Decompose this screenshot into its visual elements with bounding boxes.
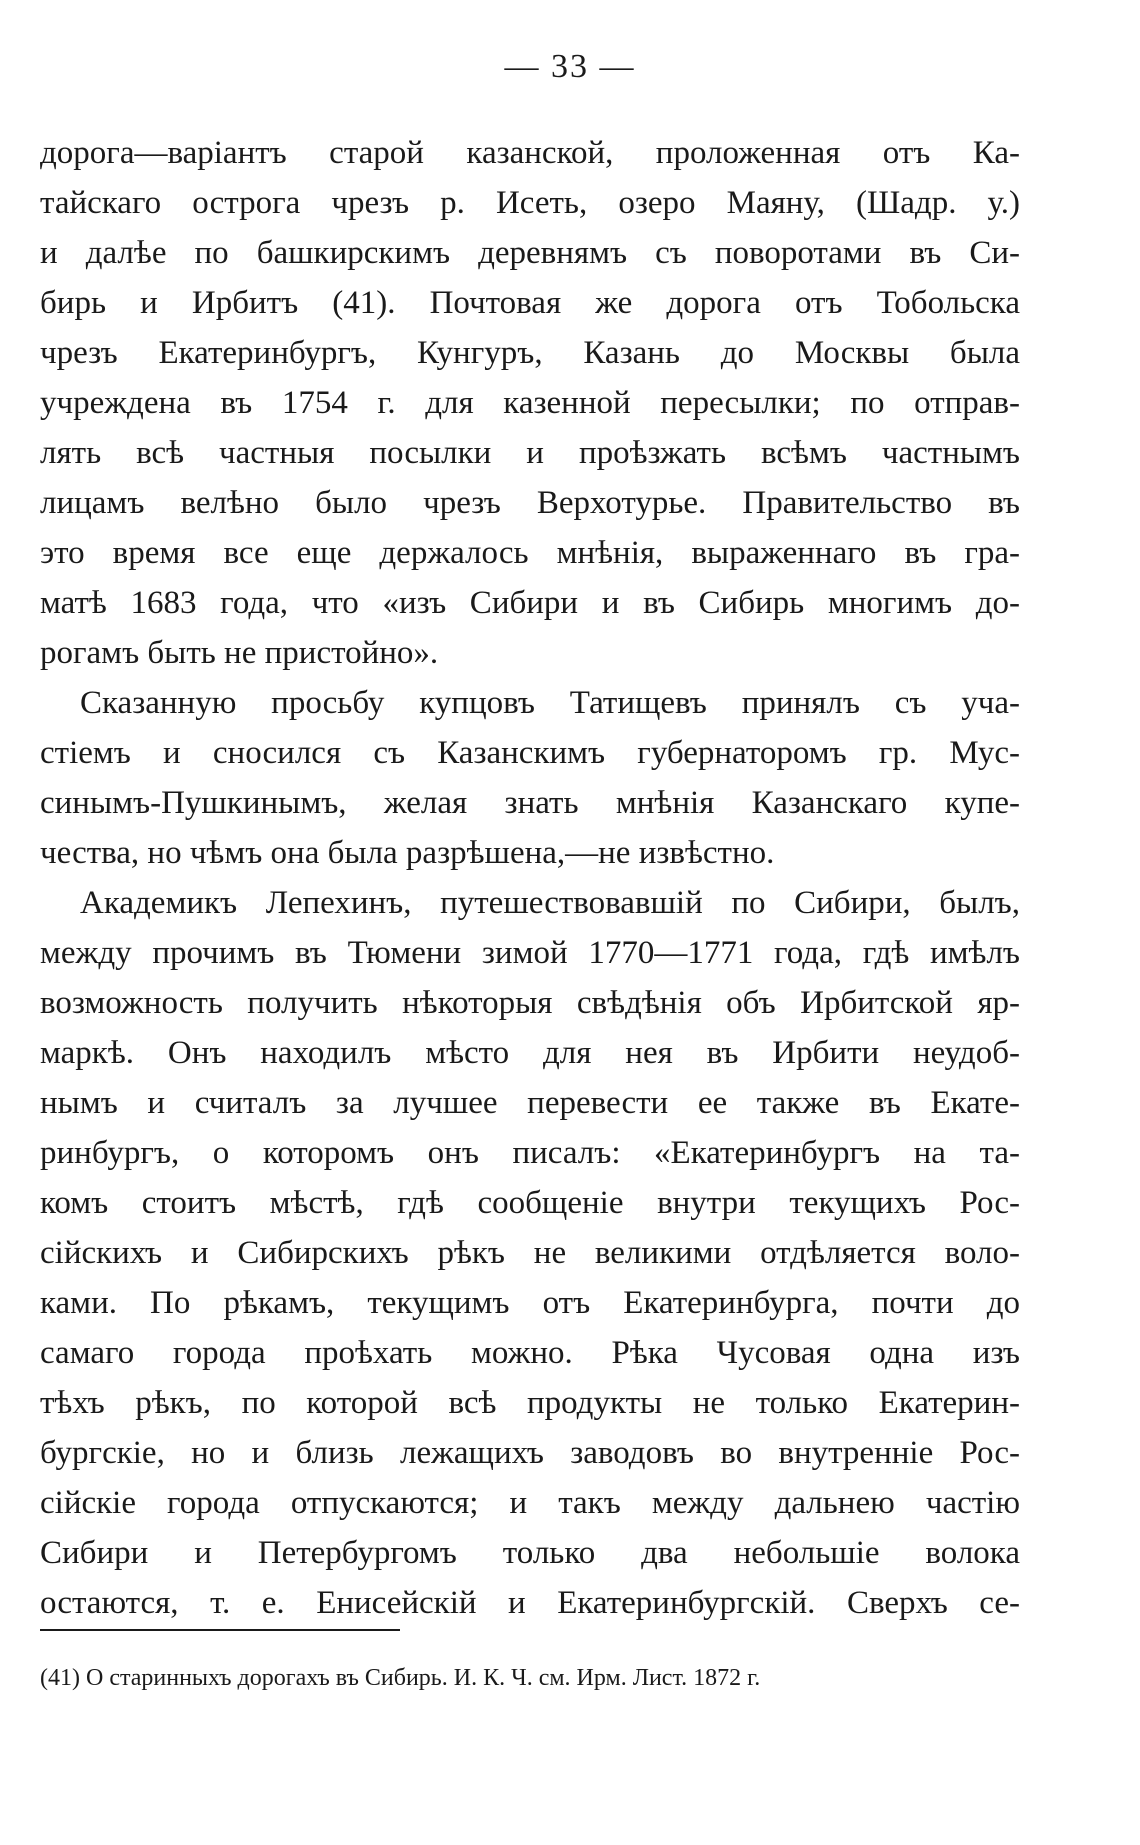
text-line: чества, но чѣмъ она была разрѣшена,—не извѣстно. <box>40 835 775 871</box>
text-line: тѣхъ рѣкъ, по которой всѣ продукты не только Екатерин- <box>40 1385 1020 1421</box>
text-line: лять всѣ частныя посылки и проѣзжать всѣмъ частнымъ <box>40 435 1020 471</box>
text-line: сійскихъ и Сибирскихъ рѣкъ не великими отдѣляется воло- <box>40 1235 1020 1271</box>
text-line: между прочимъ въ Тюмени зимой 1770—1771 года, гдѣ имѣлъ <box>40 935 1020 971</box>
text-line: возможность получить нѣкоторыя свѣдѣнія объ Ирбитской яр- <box>40 985 1020 1021</box>
text-line: стіемъ и сносился съ Казанскимъ губернаторомъ гр. Мус- <box>40 735 1020 771</box>
text-line: ринбургъ, о которомъ онъ писалъ: «Екатеринбургъ на та- <box>40 1135 1020 1171</box>
footnote-rule <box>40 1629 400 1631</box>
text-line: дорога—варіантъ старой казанской, проложенная отъ Ка- <box>40 135 1020 171</box>
text-line: учреждена въ 1754 г. для казенной пересылки; по отправ- <box>40 385 1020 421</box>
body-text <box>40 128 1020 1628</box>
text-line: комъ стоитъ мѣстѣ, гдѣ сообщеніе внутри текущихъ Рос- <box>40 1185 1020 1221</box>
text-line: тайскаго острога чрезъ р. Исеть, озеро Маяну, (Шадр. у.) <box>40 185 1020 221</box>
text-line: остаются, т. е. Енисейскій и Екатеринбургскій. Сверхъ се- <box>40 1585 1020 1621</box>
text-line: Академикъ Лепехинъ, путешествовавшій по Сибири, былъ, <box>80 885 1020 921</box>
text-line: Сказанную просьбу купцовъ Татищевъ принялъ съ уча- <box>80 685 1020 721</box>
text-line: и далѣе по башкирскимъ деревнямъ съ поворотами въ Си- <box>40 235 1020 271</box>
text-line: это время все еще держалось мнѣнія, выраженнаго въ гра- <box>40 535 1020 571</box>
text-line: бургскіе, но и близь лежащихъ заводовъ во внутренніе Рос- <box>40 1435 1020 1471</box>
text-line: рогамъ быть не пристойно». <box>40 635 439 671</box>
text-line: бирь и Ирбитъ (41). Почтовая же дорога отъ Тобольска <box>40 285 1020 321</box>
text-line: самаго города проѣхать можно. Рѣка Чусовая одна изъ <box>40 1335 1020 1371</box>
text-line: лицамъ велѣно было чрезъ Верхотурье. Правительство въ <box>40 485 1020 521</box>
footnote: (41) О старинныхъ дорогахъ въ Сибирь. И. К. Ч. см. Ирм. Лист. 1872 г. <box>40 1665 761 1691</box>
page-number: — 33 — <box>504 48 636 85</box>
text-line: чрезъ Екатеринбургъ, Кунгуръ, Казань до Москвы была <box>40 335 1020 371</box>
text-line: матѣ 1683 года, что «изъ Сибири и въ Сибирь многимъ до- <box>40 585 1020 621</box>
text-line: сійскіе города отпускаются; и такъ между дальнею частію <box>40 1485 1020 1521</box>
text-line: маркѣ. Онъ находилъ мѣсто для нея въ Ирбити неудоб- <box>40 1035 1020 1071</box>
text-line: ками. По рѣкамъ, текущимъ отъ Екатеринбурга, почти до <box>40 1285 1020 1321</box>
text-line: нымъ и считалъ за лучшее перевести ее также въ Екате- <box>40 1085 1020 1121</box>
text-line: синымъ-Пушкинымъ, желая знать мнѣнія Казанскаго купе- <box>40 785 1020 821</box>
text-line: Сибири и Петербургомъ только два небольшіе волока <box>40 1535 1020 1571</box>
